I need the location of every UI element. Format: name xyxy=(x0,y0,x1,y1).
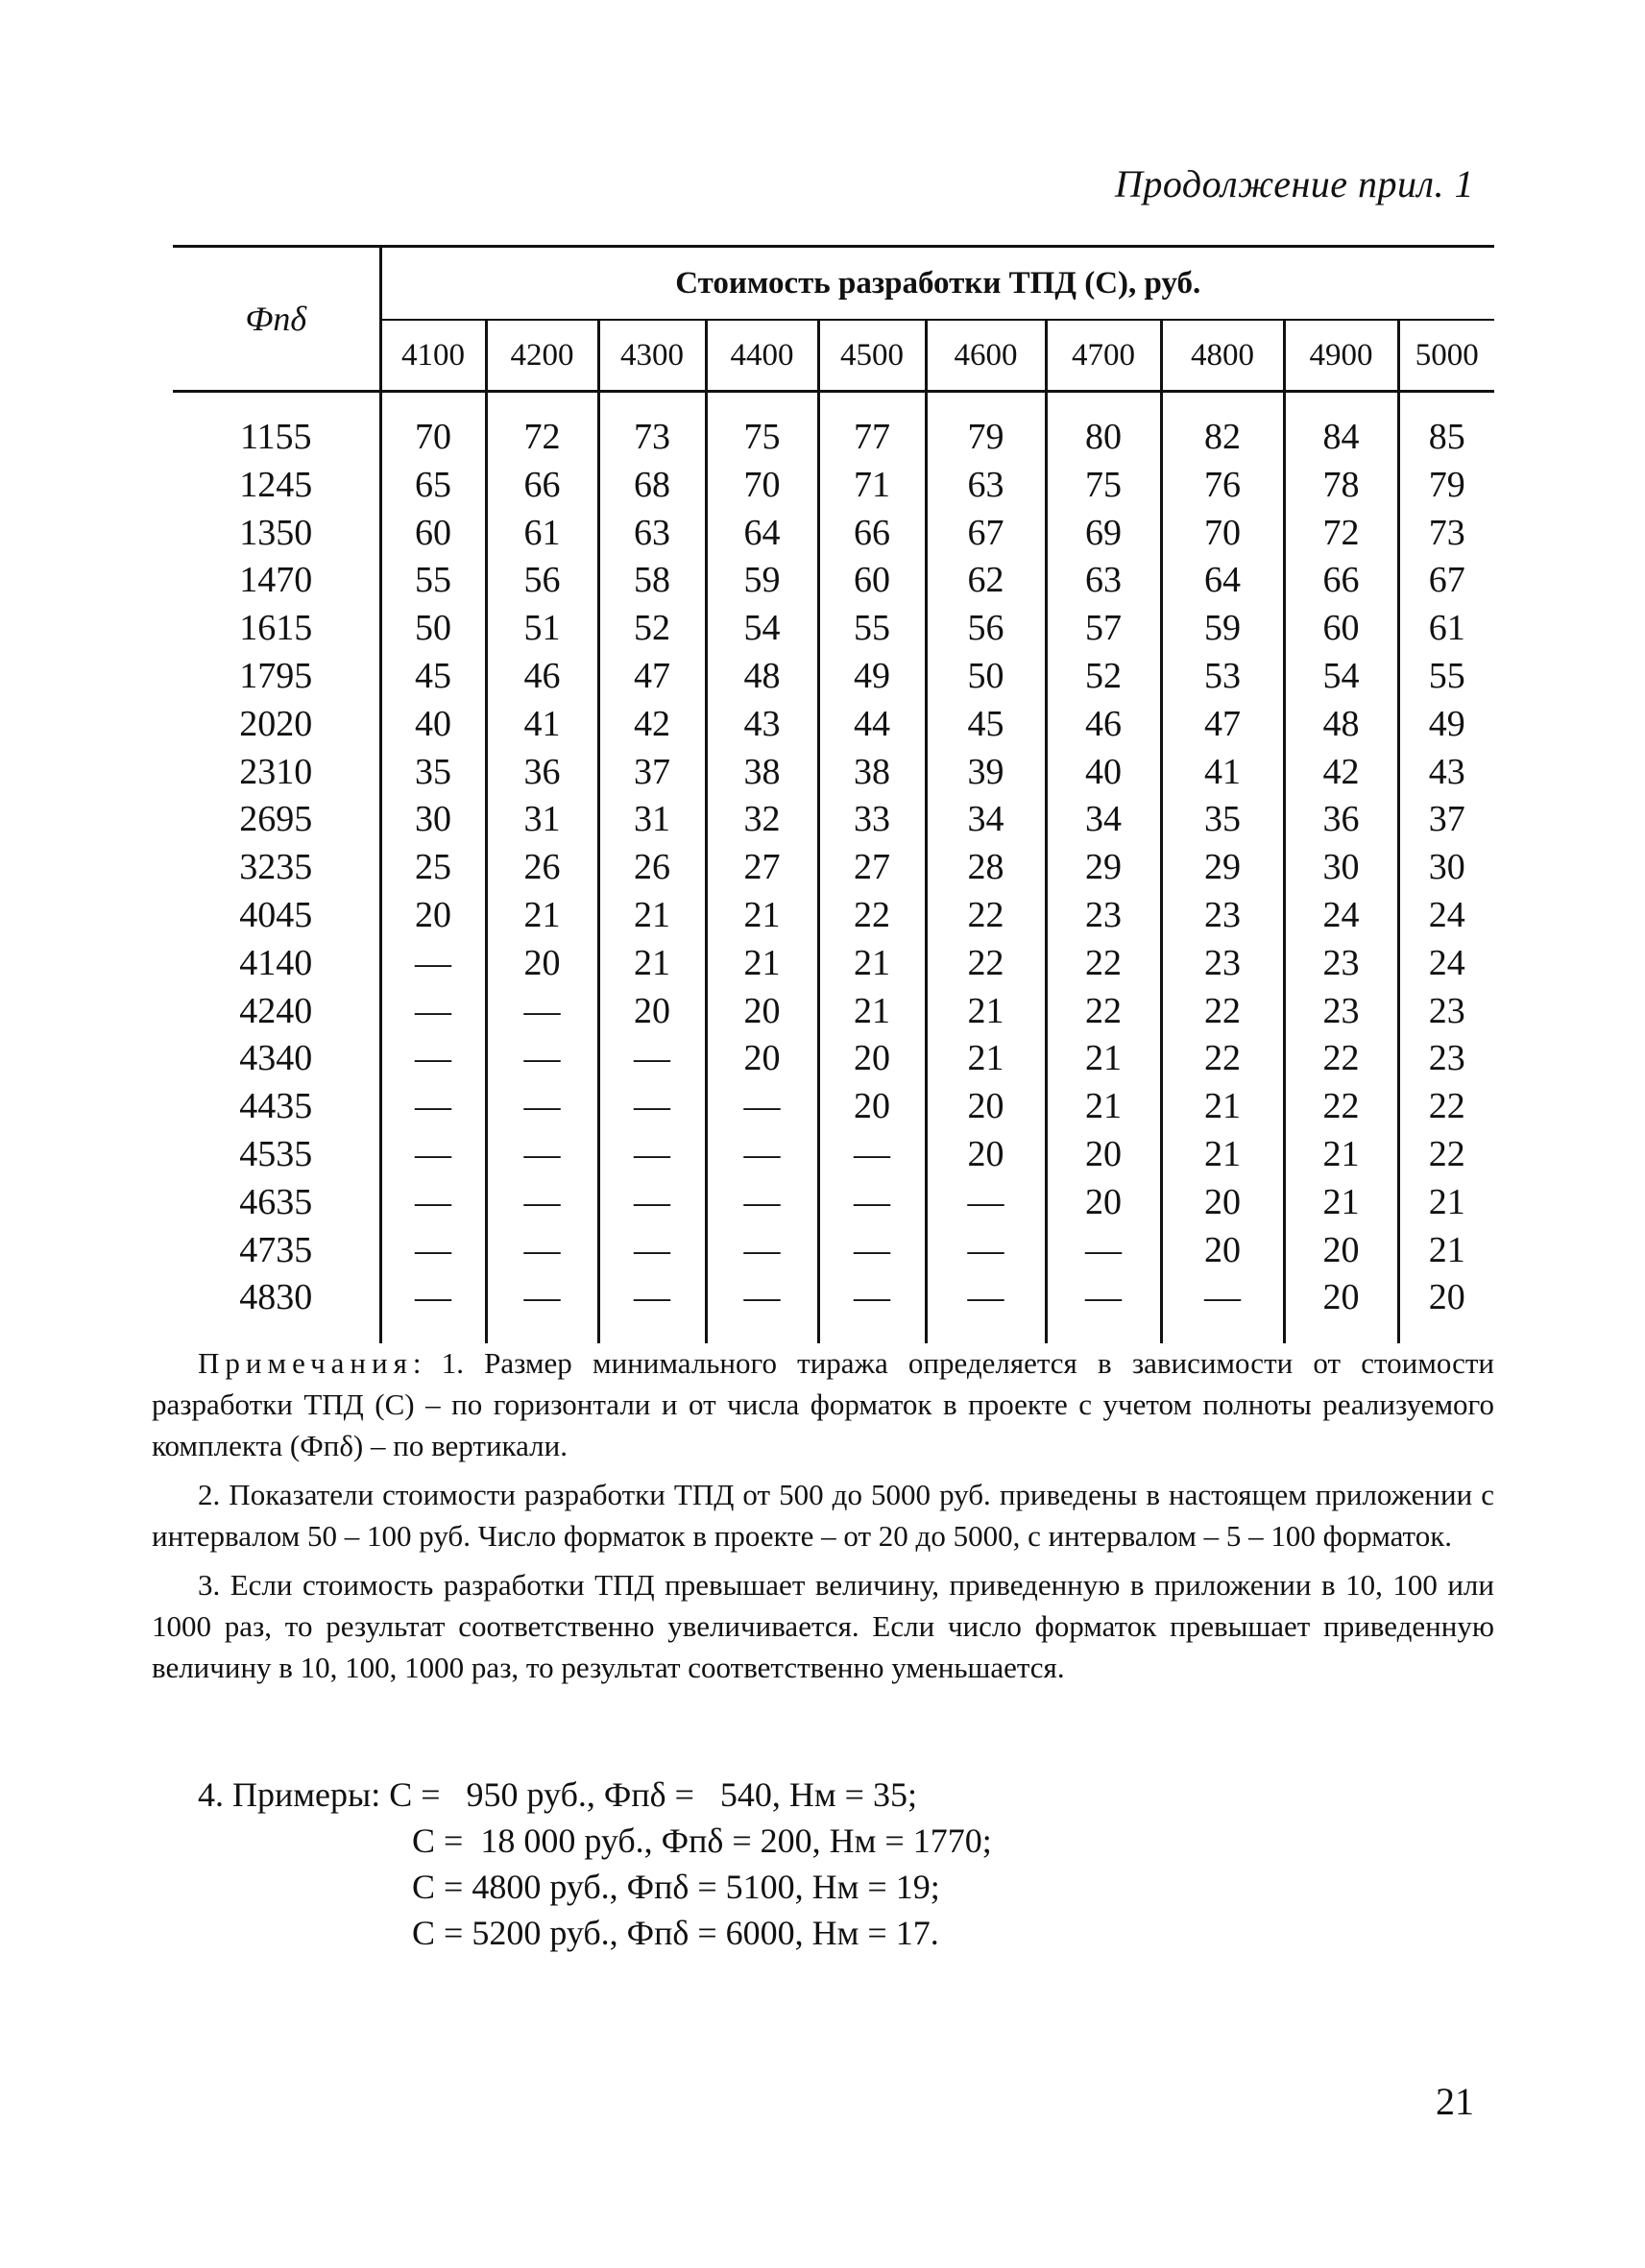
table-cell: 73 xyxy=(598,414,706,462)
table-cell: 43 xyxy=(706,701,818,749)
table-row xyxy=(173,749,1494,797)
table-cell: — xyxy=(706,1227,818,1275)
table-cell: 22 xyxy=(926,892,1046,940)
table-row xyxy=(173,557,1494,605)
table-cell: 61 xyxy=(1398,605,1494,653)
table-cell: 31 xyxy=(486,796,598,844)
table-cell: 56 xyxy=(486,557,598,605)
cost-column-header: 4800 xyxy=(1161,320,1284,392)
table-cell: 25 xyxy=(380,844,486,892)
row-label: 4340 xyxy=(239,1038,313,1079)
table-cell: 45 xyxy=(926,701,1046,749)
table-cell: 48 xyxy=(1284,701,1398,749)
table-cell: 23 xyxy=(1046,892,1161,940)
note-3: 3. Если стоимость разработки ТПД превышает величину, приведенную в приложении в 10, 100 или 1000 раз, то результат соответственно увеличивается. Если число форматок превышает приведенную величину в 10, 100, 1000 раз, то результат соответственно уменьшается. xyxy=(152,1568,1494,1684)
table-cell: 54 xyxy=(706,605,818,653)
table-cell: 60 xyxy=(380,510,486,558)
table-cell: 76 xyxy=(1161,462,1284,510)
table-cell: 60 xyxy=(818,557,926,605)
table-row xyxy=(173,1227,1494,1275)
table-cell: 85 xyxy=(1398,414,1494,462)
table-cell: 31 xyxy=(598,796,706,844)
table-cell: 41 xyxy=(1161,749,1284,797)
table-cell: 29 xyxy=(1161,844,1284,892)
table-cell: 59 xyxy=(1161,605,1284,653)
table-cell: 46 xyxy=(1046,701,1161,749)
table-cell: 21 xyxy=(598,892,706,940)
table-cell: — xyxy=(380,940,486,988)
row-label: 1350 xyxy=(239,512,313,553)
example-line-4: С = 5200 руб., Фпδ = 6000, Нм = 17. xyxy=(412,1914,939,1952)
table-row xyxy=(173,892,1494,940)
table-cell: — xyxy=(598,1083,706,1131)
table-cell: 22 xyxy=(1161,1035,1284,1083)
row-label: 1155 xyxy=(239,417,312,457)
row-label: 4140 xyxy=(239,942,313,983)
table-cell: 42 xyxy=(1284,749,1398,797)
table-cell: 27 xyxy=(818,844,926,892)
table-cell: 20 xyxy=(1398,1274,1494,1322)
table-cell: 21 xyxy=(926,988,1046,1036)
table-cell: — xyxy=(380,1274,486,1322)
table-cell: 21 xyxy=(1161,1083,1284,1131)
table-cell: 23 xyxy=(1398,988,1494,1036)
table-cell: 23 xyxy=(1284,940,1398,988)
table-cell: — xyxy=(818,1227,926,1275)
table-row xyxy=(173,1179,1494,1227)
table-cell: 48 xyxy=(706,653,818,701)
table-cell: — xyxy=(926,1274,1046,1322)
table-cell: 20 xyxy=(598,988,706,1036)
table-cell: 44 xyxy=(818,701,926,749)
table-cell: 20 xyxy=(1161,1179,1284,1227)
table-cell: 21 xyxy=(1398,1179,1494,1227)
table-cell: 22 xyxy=(1398,1083,1494,1131)
table-cell: 64 xyxy=(1161,557,1284,605)
table-cell: 28 xyxy=(926,844,1046,892)
notes xyxy=(152,1342,1494,1696)
table-cell: — xyxy=(706,1274,818,1322)
table-cell: — xyxy=(706,1179,818,1227)
table-cell: 35 xyxy=(380,749,486,797)
table-cell: 47 xyxy=(1161,701,1284,749)
table-cell: 58 xyxy=(598,557,706,605)
table-cell: 55 xyxy=(1398,653,1494,701)
cost-header: Стоимость разработки ТПД (С), руб. xyxy=(380,247,1494,321)
table-cell: — xyxy=(486,1227,598,1275)
table-cell: 30 xyxy=(1284,844,1398,892)
table-cell: 70 xyxy=(380,414,486,462)
example-line-1: 4. Примеры: С = 950 руб., Фпδ = 540, Нм = 35; xyxy=(198,1775,917,1814)
cost-column-header: 4700 xyxy=(1046,320,1161,392)
table-cell: 20 xyxy=(706,988,818,1036)
table-cell: 20 xyxy=(818,1083,926,1131)
table-cell: 42 xyxy=(598,701,706,749)
table-cell: 63 xyxy=(926,462,1046,510)
table-cell: 73 xyxy=(1398,510,1494,558)
table-cell: 55 xyxy=(818,605,926,653)
table-cell: — xyxy=(486,1179,598,1227)
table-cell: 34 xyxy=(1046,796,1161,844)
continuation-title: Продолжение прил. 1 xyxy=(1114,162,1474,205)
table-cell: 21 xyxy=(1046,1035,1161,1083)
table-row xyxy=(173,414,1494,462)
table-cell: 69 xyxy=(1046,510,1161,558)
table-cell: 82 xyxy=(1161,414,1284,462)
row-header: Фпδ xyxy=(173,247,380,392)
table-cell: 66 xyxy=(818,510,926,558)
table-cell: 50 xyxy=(380,605,486,653)
table-cell: 49 xyxy=(1398,701,1494,749)
cost-column-header: 4300 xyxy=(598,320,706,392)
table-row xyxy=(173,1083,1494,1131)
table-cell: 23 xyxy=(1161,892,1284,940)
table-cell: — xyxy=(380,1227,486,1275)
table-cell: 22 xyxy=(1046,988,1161,1036)
table-cell: 61 xyxy=(486,510,598,558)
table-cell: 79 xyxy=(926,414,1046,462)
table-cell: 21 xyxy=(818,988,926,1036)
row-label: 2695 xyxy=(239,799,313,840)
table-cell: 21 xyxy=(818,940,926,988)
table-cell: 33 xyxy=(818,796,926,844)
table-cell: 21 xyxy=(926,1035,1046,1083)
row-label: 2310 xyxy=(239,751,313,792)
table-cell: 20 xyxy=(1284,1227,1398,1275)
table-cell: 54 xyxy=(1284,653,1398,701)
note-1: Примечания: 1. Размер минимального тиража определяется в зависимости от стоимости разработки ТПД (С) – по горизонтали и от числа форматок в проекте с учетом полноты реализуемого комплекта (Фпδ) – по вертикали. xyxy=(152,1346,1494,1462)
table-cell: 77 xyxy=(818,414,926,462)
table-cell: 56 xyxy=(926,605,1046,653)
table-cell: — xyxy=(598,1227,706,1275)
table-cell: 20 xyxy=(1046,1131,1161,1179)
examples xyxy=(198,1772,992,1956)
table-cell: 71 xyxy=(818,462,926,510)
table-cell: 45 xyxy=(380,653,486,701)
table-row xyxy=(173,462,1494,510)
table-cell: 20 xyxy=(926,1083,1046,1131)
table-cell: — xyxy=(706,1131,818,1179)
table-row xyxy=(173,940,1494,988)
table-cell: — xyxy=(598,1035,706,1083)
table-cell: 35 xyxy=(1161,796,1284,844)
table-cell: 55 xyxy=(380,557,486,605)
table-cell: 57 xyxy=(1046,605,1161,653)
row-label: 1795 xyxy=(239,655,313,696)
example-line-3: С = 4800 руб., Фпδ = 5100, Нм = 19; xyxy=(412,1868,940,1906)
row-label: 4535 xyxy=(239,1133,313,1174)
table-cell: 52 xyxy=(598,605,706,653)
table-cell: 41 xyxy=(486,701,598,749)
table-cell: 20 xyxy=(1046,1179,1161,1227)
cost-column-header: 4400 xyxy=(706,320,818,392)
cost-column-header: 5000 xyxy=(1398,320,1494,392)
table-cell: — xyxy=(818,1179,926,1227)
row-label: 2020 xyxy=(239,703,313,744)
table-cell: 21 xyxy=(706,940,818,988)
table-cell: 23 xyxy=(1284,988,1398,1036)
table-cell: 22 xyxy=(1161,988,1284,1036)
table-cell: 60 xyxy=(1284,605,1398,653)
table-cell: — xyxy=(380,1131,486,1179)
table-cell: 21 xyxy=(486,892,598,940)
table-cell: — xyxy=(818,1274,926,1322)
table-cell: 52 xyxy=(1046,653,1161,701)
table-cell: 29 xyxy=(1046,844,1161,892)
table-cell: — xyxy=(486,1131,598,1179)
table-row xyxy=(173,844,1494,892)
table-row xyxy=(173,653,1494,701)
table-cell: 38 xyxy=(706,749,818,797)
note-2: 2. Показатели стоимости разработки ТПД от 500 до 5000 руб. приведены в настоящем приложении с интервалом 50 – 100 руб. Число форматок в проекте – от 20 до 5000, с интервалом – 5 – 100 форматок. xyxy=(152,1478,1494,1553)
table-cell: 40 xyxy=(380,701,486,749)
table-cell: 36 xyxy=(1284,796,1398,844)
table-cell: 22 xyxy=(1046,940,1161,988)
table-cell: 64 xyxy=(706,510,818,558)
table-cell: 68 xyxy=(598,462,706,510)
table-cell: — xyxy=(926,1227,1046,1275)
table-cell: — xyxy=(486,1083,598,1131)
table-cell: 22 xyxy=(1284,1035,1398,1083)
table-cell: 20 xyxy=(706,1035,818,1083)
table-cell: 21 xyxy=(1046,1083,1161,1131)
row-label: 1615 xyxy=(239,608,313,649)
table-cell: 53 xyxy=(1161,653,1284,701)
min-print-run-table xyxy=(173,245,1494,1343)
table-row xyxy=(173,796,1494,844)
table-cell: 21 xyxy=(1161,1131,1284,1179)
table-cell: 22 xyxy=(818,892,926,940)
row-label: 4435 xyxy=(239,1086,313,1127)
table-cell: 20 xyxy=(380,892,486,940)
table-cell: 21 xyxy=(598,940,706,988)
table-cell: — xyxy=(486,988,598,1036)
row-label: 4045 xyxy=(239,894,313,935)
table-cell: 36 xyxy=(486,749,598,797)
table-row xyxy=(173,701,1494,749)
table-cell: 21 xyxy=(1398,1227,1494,1275)
table-cell: 66 xyxy=(486,462,598,510)
table-cell: 80 xyxy=(1046,414,1161,462)
table-cell: 72 xyxy=(486,414,598,462)
table-cell: — xyxy=(1046,1274,1161,1322)
table-cell: — xyxy=(380,1083,486,1131)
table-cell: 20 xyxy=(1161,1227,1284,1275)
table-cell: — xyxy=(926,1179,1046,1227)
notes-heading: Примечания xyxy=(198,1346,413,1380)
table-cell: 38 xyxy=(818,749,926,797)
table-cell: 30 xyxy=(380,796,486,844)
row-label: 4240 xyxy=(239,990,313,1031)
table-cell: — xyxy=(486,1035,598,1083)
table-cell: 84 xyxy=(1284,414,1398,462)
table-cell: 50 xyxy=(926,653,1046,701)
table-cell: 37 xyxy=(1398,796,1494,844)
row-label: 1470 xyxy=(239,560,313,601)
cost-column-header: 4600 xyxy=(926,320,1046,392)
table-row xyxy=(173,1035,1494,1083)
table-cell: 22 xyxy=(1398,1131,1494,1179)
table-cell: 67 xyxy=(926,510,1046,558)
cost-column-header: 4100 xyxy=(380,320,486,392)
table-cell: — xyxy=(1046,1227,1161,1275)
row-label: 4735 xyxy=(239,1229,313,1270)
table-cell: — xyxy=(818,1131,926,1179)
table-cell: 72 xyxy=(1284,510,1398,558)
table-cell: 47 xyxy=(598,653,706,701)
table-cell: 24 xyxy=(1284,892,1398,940)
table-cell: 32 xyxy=(706,796,818,844)
table-row xyxy=(173,605,1494,653)
table-cell: 49 xyxy=(818,653,926,701)
table-cell: 21 xyxy=(706,892,818,940)
table-cell: 63 xyxy=(1046,557,1161,605)
table-cell: — xyxy=(380,1035,486,1083)
table-cell: — xyxy=(380,1179,486,1227)
table-cell: 79 xyxy=(1398,462,1494,510)
table-cell: 20 xyxy=(926,1131,1046,1179)
table-cell: 75 xyxy=(706,414,818,462)
table-cell: 24 xyxy=(1398,940,1494,988)
table-cell: 75 xyxy=(1046,462,1161,510)
row-label: 3235 xyxy=(239,847,313,888)
table-cell: 63 xyxy=(598,510,706,558)
table-cell: 22 xyxy=(926,940,1046,988)
table-cell: — xyxy=(486,1274,598,1322)
row-label: 4635 xyxy=(239,1181,313,1222)
table-cell: — xyxy=(598,1131,706,1179)
table-cell: 23 xyxy=(1398,1035,1494,1083)
table-cell: 78 xyxy=(1284,462,1398,510)
table-cell: — xyxy=(598,1179,706,1227)
table-cell: 62 xyxy=(926,557,1046,605)
table-cell: 21 xyxy=(1284,1179,1398,1227)
table-cell: 66 xyxy=(1284,557,1398,605)
table-cell: 23 xyxy=(1161,940,1284,988)
table-cell: 20 xyxy=(486,940,598,988)
cost-column-header: 4900 xyxy=(1284,320,1398,392)
table-cell: 22 xyxy=(1284,1083,1398,1131)
table-cell: 30 xyxy=(1398,844,1494,892)
table-cell: 20 xyxy=(1284,1274,1398,1322)
table-cell: 46 xyxy=(486,653,598,701)
table-cell: 24 xyxy=(1398,892,1494,940)
page-number: 21 xyxy=(1436,2080,1474,2123)
table-row xyxy=(173,1274,1494,1322)
table-row xyxy=(173,1131,1494,1179)
table-cell: 26 xyxy=(486,844,598,892)
table-cell: 26 xyxy=(598,844,706,892)
table-cell: — xyxy=(1161,1274,1284,1322)
cost-column-header: 4500 xyxy=(818,320,926,392)
example-line-2: С = 18 000 руб., Фпδ = 200, Нм = 1770; xyxy=(412,1822,992,1860)
table-cell: 51 xyxy=(486,605,598,653)
table-cell: 34 xyxy=(926,796,1046,844)
table-cell: — xyxy=(380,988,486,1036)
table-cell: 65 xyxy=(380,462,486,510)
table-cell: — xyxy=(706,1083,818,1131)
table-cell: 67 xyxy=(1398,557,1494,605)
table-cell: 20 xyxy=(818,1035,926,1083)
table-cell: 27 xyxy=(706,844,818,892)
cost-column-header: 4200 xyxy=(486,320,598,392)
table-cell: 40 xyxy=(1046,749,1161,797)
table-cell: 43 xyxy=(1398,749,1494,797)
table-cell: 21 xyxy=(1284,1131,1398,1179)
table-row xyxy=(173,510,1494,558)
table-cell: 37 xyxy=(598,749,706,797)
row-label: 4830 xyxy=(239,1277,313,1318)
table-cell: — xyxy=(598,1274,706,1322)
table-cell: 70 xyxy=(1161,510,1284,558)
table-cell: 39 xyxy=(926,749,1046,797)
table-cell: 70 xyxy=(706,462,818,510)
table-cell: 59 xyxy=(706,557,818,605)
table-row xyxy=(173,988,1494,1036)
row-label: 1245 xyxy=(239,464,313,505)
